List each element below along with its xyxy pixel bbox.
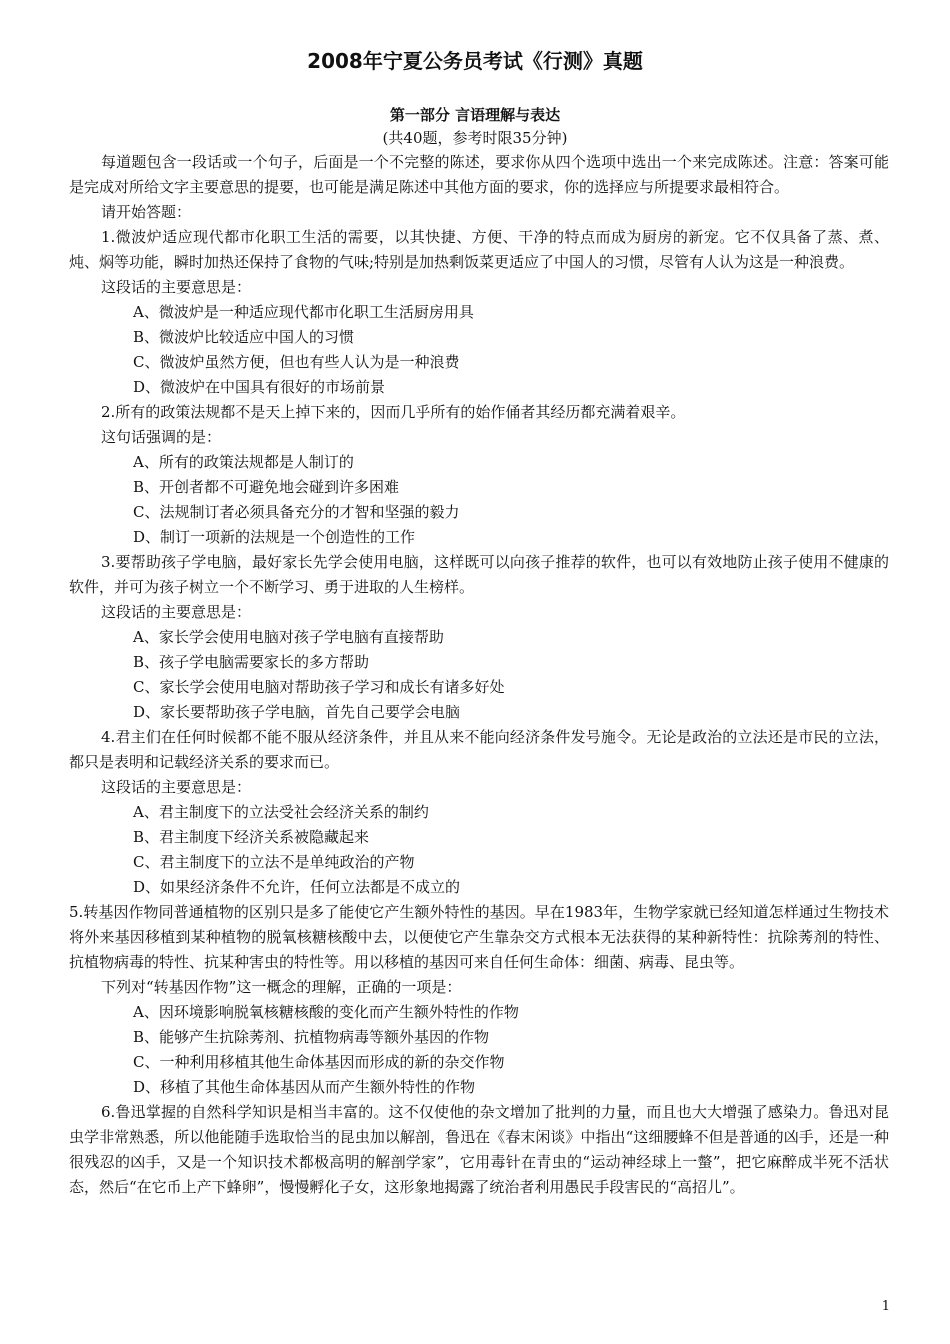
instructions-paragraph: 每道题包含一段话或一个句子，后面是一个不完整的陈述，要求你从四个选项中选出一个来完成陈述。注意：答案可能是完成对所给文字主要意思的提要，也可能是满足陈述中其他方面的要求，你的选择应与所提要求最相符合。 [69,153,889,196]
option-b: B、孩子学电脑需要家长的多方帮助 [133,653,370,671]
question-3 [69,550,889,725]
question-prompt: 这句话强调的是： [101,428,222,446]
option-a: A、因环境影响脱氧核糖核酸的变化而产生额外特性的作物 [133,1003,519,1021]
question-5 [69,900,889,1100]
question-prompt: 这段话的主要意思是： [101,603,252,621]
option-c: C、君主制度下的立法不是单纯政治的产物 [133,853,415,871]
option-b: B、君主制度下经济关系被隐藏起来 [133,828,370,846]
page-number: 1 [881,1299,890,1314]
option-a: A、所有的政策法规都是人制订的 [133,453,354,471]
option-d: D、移植了其他生命体基因从而产生额外特性的作物 [133,1078,476,1096]
option-c: C、一种利用移植其他生命体基因而形成的新的杂交作物 [133,1053,505,1071]
question-text: 4.君主们在任何时候都不能不服从经济条件，并且从来不能向经济条件发号施令。无论是政治的立法还是市民的立法，都只是表明和记载经济关系的要求而已。 [69,728,889,771]
question-4 [69,725,889,900]
question-prompt: 这段话的主要意思是： [101,778,252,796]
question-2 [69,400,889,550]
question-1 [69,225,889,400]
document-title: 2008年宁夏公务员考试《行测》真题 [307,49,643,73]
option-c: C、家长学会使用电脑对帮助孩子学习和成长有诸多好处 [133,678,505,696]
question-text: 2.所有的政策法规都不是天上掉下来的，因而几乎所有的始作俑者其经历都充满着艰辛。 [101,403,686,421]
option-d: D、制订一项新的法规是一个创造性的工作 [133,528,416,546]
option-d: D、微波炉在中国具有很好的市场前景 [133,378,386,396]
option-a: A、微波炉是一种适应现代都市化职工生活厨房用具 [133,303,474,321]
question-prompt: 这段话的主要意思是： [101,278,252,296]
option-d: D、如果经济条件不允许，任何立法都是不成立的 [133,878,461,896]
option-c: C、微波炉虽然方便，但也有些人认为是一种浪费 [133,353,460,371]
section-note: (共40题，参考时限35分钟) [382,129,568,147]
question-text: 5.转基因作物同普通植物的区别只是多了能使它产生额外特性的基因。早在1983年，生物学家就已经知道怎样通过生物技术将外来基因移植到某种植物的脱氧核糖核酸中去，以便使它产生靠杂交方式根本无法获得的某种新特性：抗除莠剂的特性、抗植物病毒的特性、抗某种害虫的特性等。用以移植的基因可来自任何生命体：细菌、病毒、昆虫等。 [69,903,889,971]
section-title: 第一部分 言语理解与表达 [389,106,561,124]
option-b: B、开创者都不可避免地会碰到许多困难 [133,478,400,496]
question-text: 6.鲁迅掌握的自然科学知识是相当丰富的。这不仅使他的杂文增加了批判的力量，而且也大大增强了感染力。鲁迅对昆虫学非常熟悉，所以他能随手选取恰当的昆虫加以解剖，鲁迅在《春末闲谈》中指出“这细腰蜂不但是普通的凶手，还是一种很残忍的凶手，又是一个知识技术都极高明的解剖学家”，它用毒针在青虫的“运动神经球上一螫”，把它麻醉成半死不活状态，然后“在它币上产下蜂卵”，慢慢孵化子女，这形象地揭露了统治者利用愚民手段害民的“高招儿”。 [69,1103,889,1196]
option-a: A、家长学会使用电脑对孩子学电脑有直接帮助 [133,628,444,646]
question-text: 1.微波炉适应现代都市化职工生活的需要，以其快捷、方便、干净的特点而成为厨房的新宠。它不仅具备了蒸、煮、炖、焖等功能，瞬时加热还保持了食物的气味;特别是加热剩饭菜更适应了中国人的习惯，尽管有人认为这是一种浪费。 [69,228,889,271]
question-text: 3.要帮助孩子学电脑，最好家长先学会使用电脑，这样既可以向孩子推荐的软件，也可以有效地防止孩子使用不健康的软件，并可为孩子树立一个不断学习、勇于进取的人生榜样。 [69,553,889,596]
option-d: D、家长要帮助孩子学电脑，首先自己要学会电脑 [133,703,461,721]
option-b: B、微波炉比较适应中国人的习惯 [133,328,355,346]
question-prompt: 下列对“转基因作物”这一概念的理解，正确的一项是： [101,978,462,996]
document-body [69,150,889,1200]
start-prompt: 请开始答题： [101,203,192,221]
option-a: A、君主制度下的立法受社会经济关系的制约 [133,803,429,821]
option-b: B、能够产生抗除莠剂、抗植物病毒等额外基因的作物 [133,1028,490,1046]
question-6 [69,1100,889,1200]
option-c: C、法规制订者必须具备充分的才智和坚强的毅力 [133,503,460,521]
